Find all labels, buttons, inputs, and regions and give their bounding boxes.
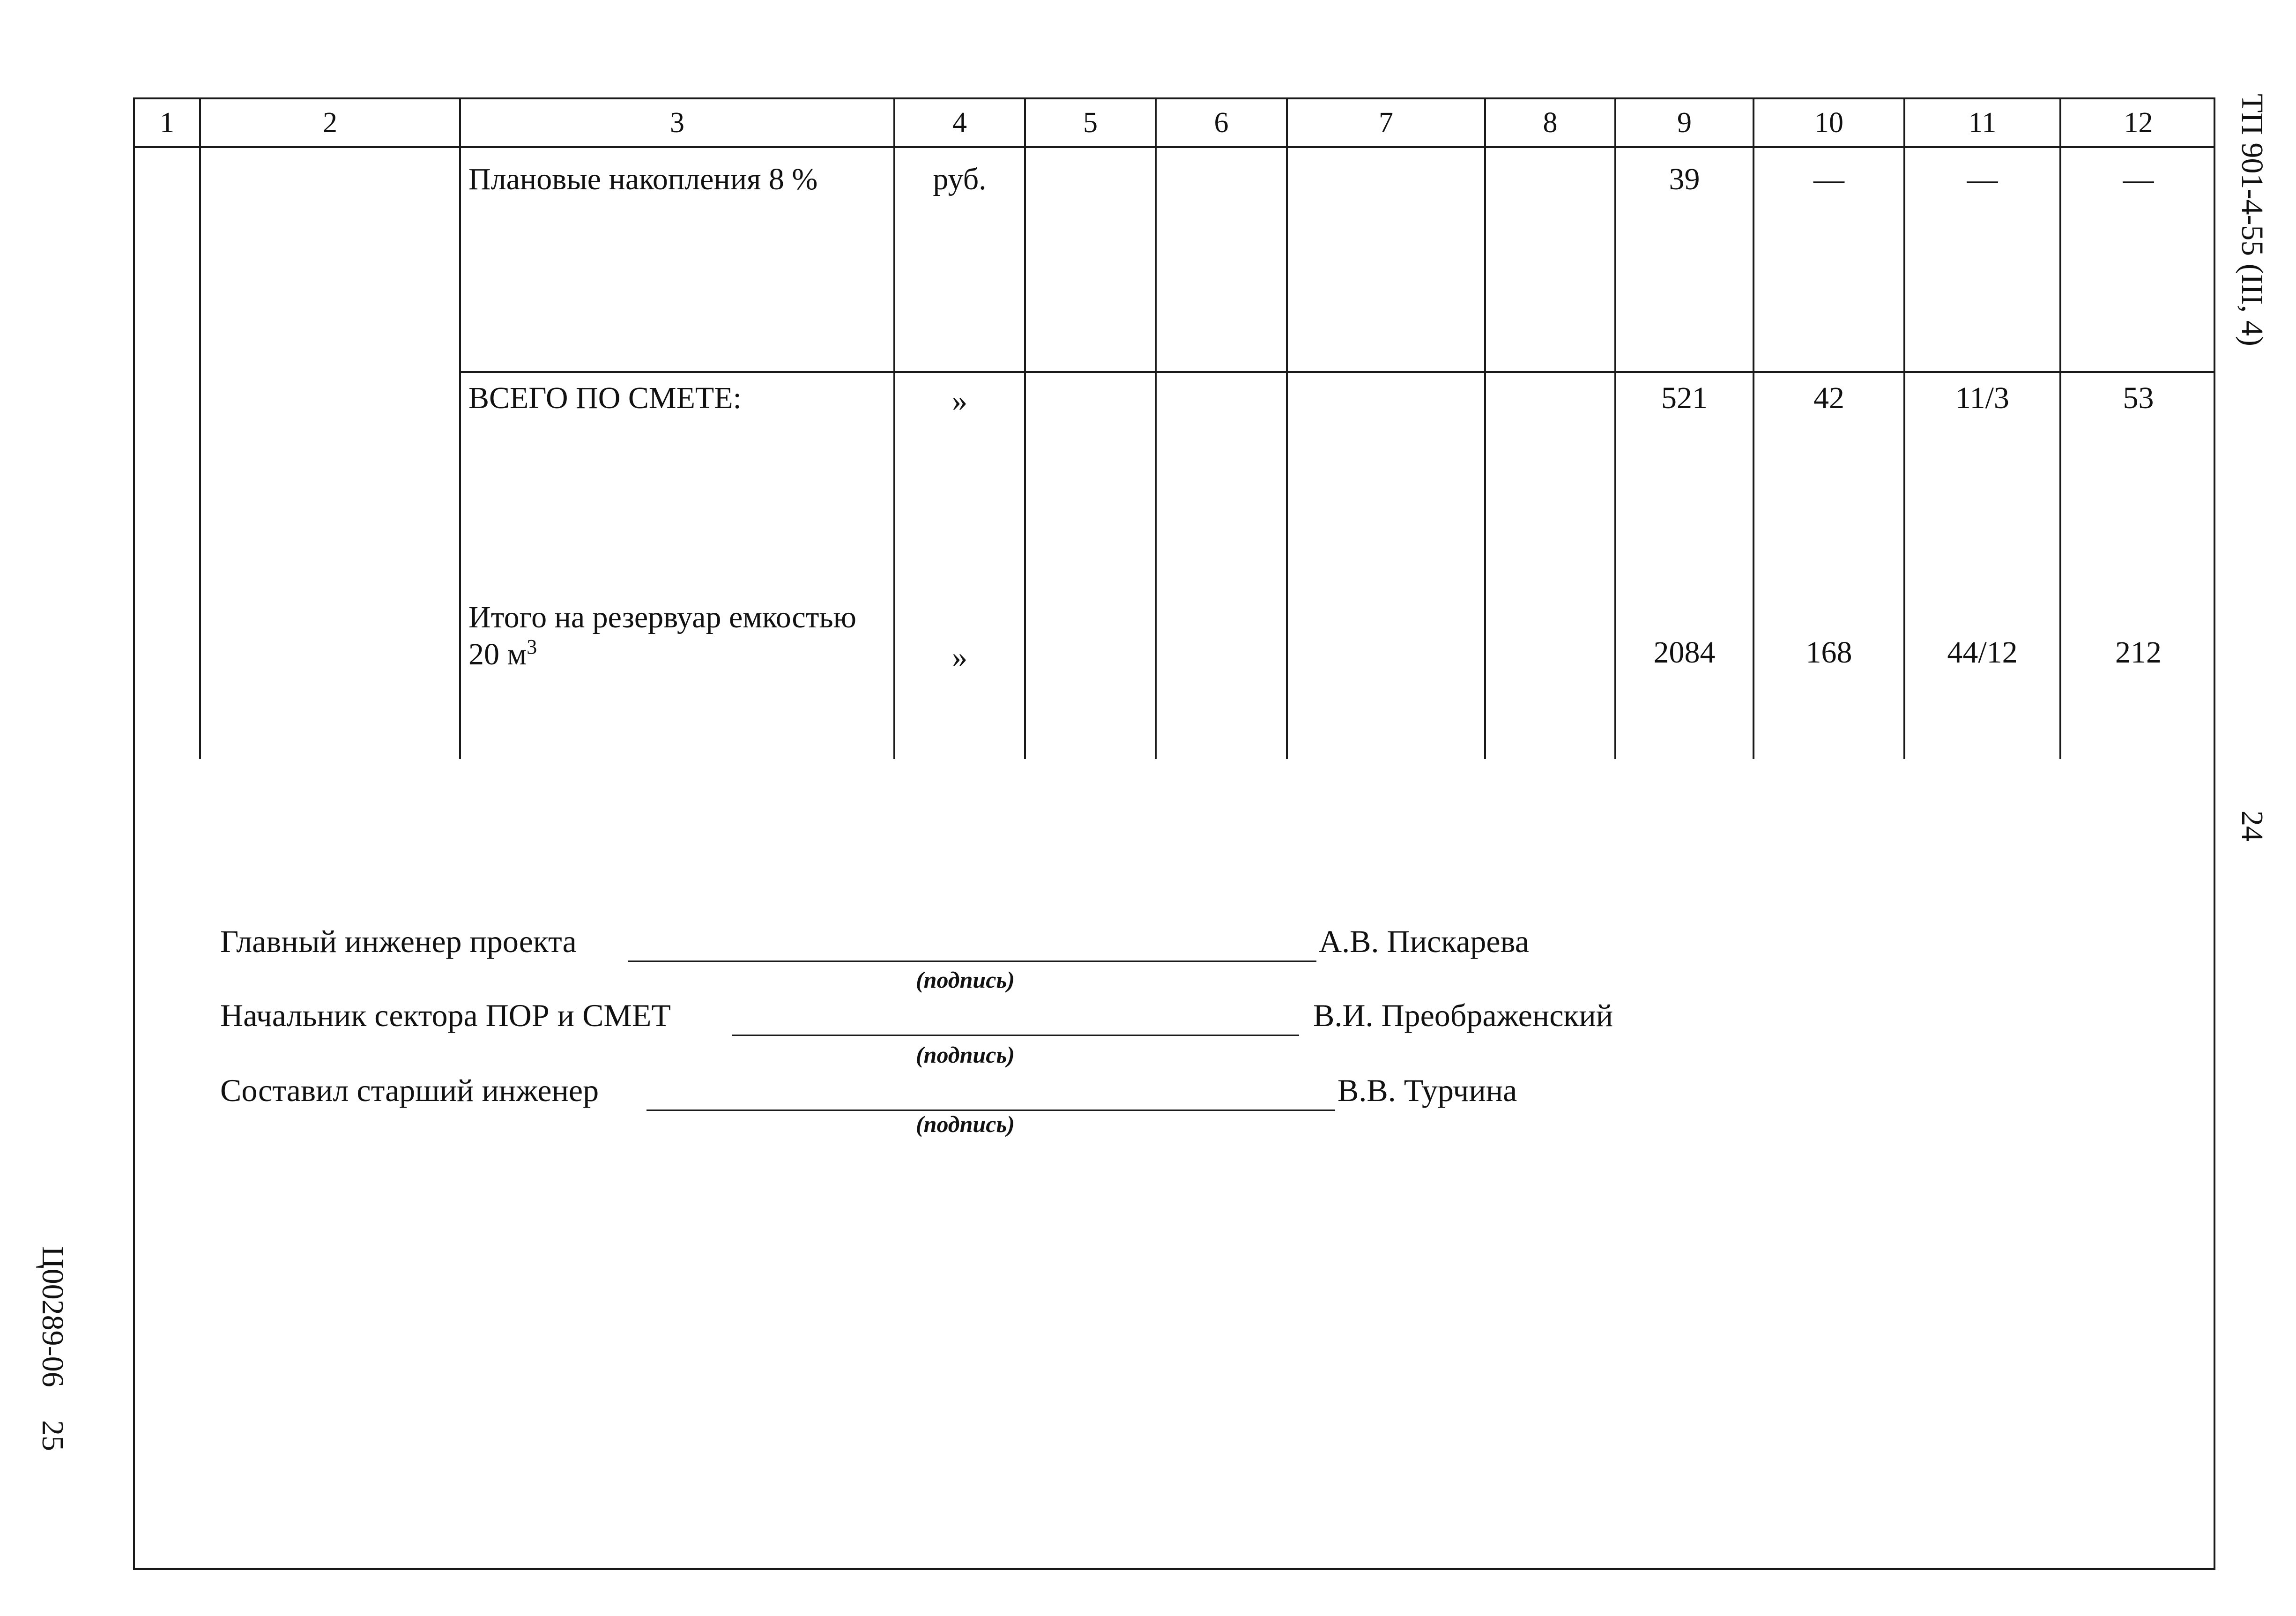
- row-value-col10: —: [1813, 162, 1844, 196]
- header-col-9: 9: [1677, 106, 1692, 139]
- signature-name: В.В. Турчина: [1337, 1072, 1517, 1108]
- header-col-10: 10: [1814, 106, 1843, 139]
- row-value-col11: 44/12: [1947, 635, 2018, 670]
- col-border: [1024, 97, 1026, 759]
- page-number-left: 25: [36, 1420, 70, 1451]
- header-col-8: 8: [1543, 106, 1558, 139]
- signature-caption: (подпись): [916, 1111, 1015, 1137]
- page-number-right: 24: [2235, 811, 2269, 842]
- col-border: [199, 97, 201, 759]
- row-name: Плановые накопления 8 %: [468, 162, 818, 196]
- row-value-col9: 2084: [1653, 635, 1716, 670]
- row-name: [468, 600, 890, 672]
- signature-underline: [732, 1035, 1299, 1036]
- signature-name: А.В. Пискарева: [1319, 923, 1529, 959]
- row-value-col9: 521: [1661, 381, 1708, 415]
- row-unit: »: [952, 640, 967, 674]
- row-value-col12: 53: [2123, 381, 2154, 415]
- header-col-4: 4: [952, 106, 967, 139]
- row-unit: руб.: [933, 162, 987, 196]
- row-value-col11: 11/3: [1955, 381, 2009, 415]
- header-col-3: 3: [670, 106, 684, 139]
- col-border: [1286, 97, 1288, 759]
- signature-name: В.И. Преображенский: [1313, 998, 1613, 1033]
- header-col-2: 2: [323, 106, 337, 139]
- header-col-5: 5: [1083, 106, 1098, 139]
- header-col-1: 1: [160, 106, 174, 139]
- project-code-margin: ТП 901-4-55 (III, 4): [2235, 94, 2269, 346]
- header-col-12: 12: [2124, 106, 2153, 139]
- row-value-col9: 39: [1669, 162, 1700, 196]
- signature-role: Начальник сектора ПОР и СМЕТ: [220, 998, 671, 1033]
- row-value-col10: 168: [1806, 635, 1852, 670]
- signature-role: Составил старший инженер: [220, 1072, 599, 1108]
- row-value-col12: 212: [2115, 635, 2162, 670]
- col-border: [1155, 97, 1157, 759]
- row-value-col11: —: [1967, 162, 1998, 196]
- signature-underline: [628, 961, 1316, 962]
- row-divider: [459, 371, 2215, 373]
- row-value-col12: —: [2123, 162, 2154, 196]
- row-name-line2: 20 м: [468, 637, 527, 671]
- document-code-left: Ц00289-06: [36, 1246, 70, 1387]
- row-name-line1: Итого на резервуар емкостью: [468, 600, 856, 634]
- header-col-11: 11: [1968, 106, 1997, 139]
- row-value-col10: 42: [1813, 381, 1844, 415]
- col-border: [1484, 97, 1486, 759]
- row-unit: »: [952, 384, 967, 418]
- header-col-6: 6: [1214, 106, 1229, 139]
- header-col-7: 7: [1379, 106, 1393, 139]
- col-border: [459, 97, 461, 759]
- signature-caption: (подпись): [916, 967, 1015, 993]
- signature-role: Главный инженер проекта: [220, 923, 577, 959]
- row-name-superscript: 3: [527, 635, 537, 658]
- row-name: ВСЕГО ПО СМЕТЕ:: [468, 381, 742, 415]
- signature-caption: (подпись): [916, 1042, 1015, 1068]
